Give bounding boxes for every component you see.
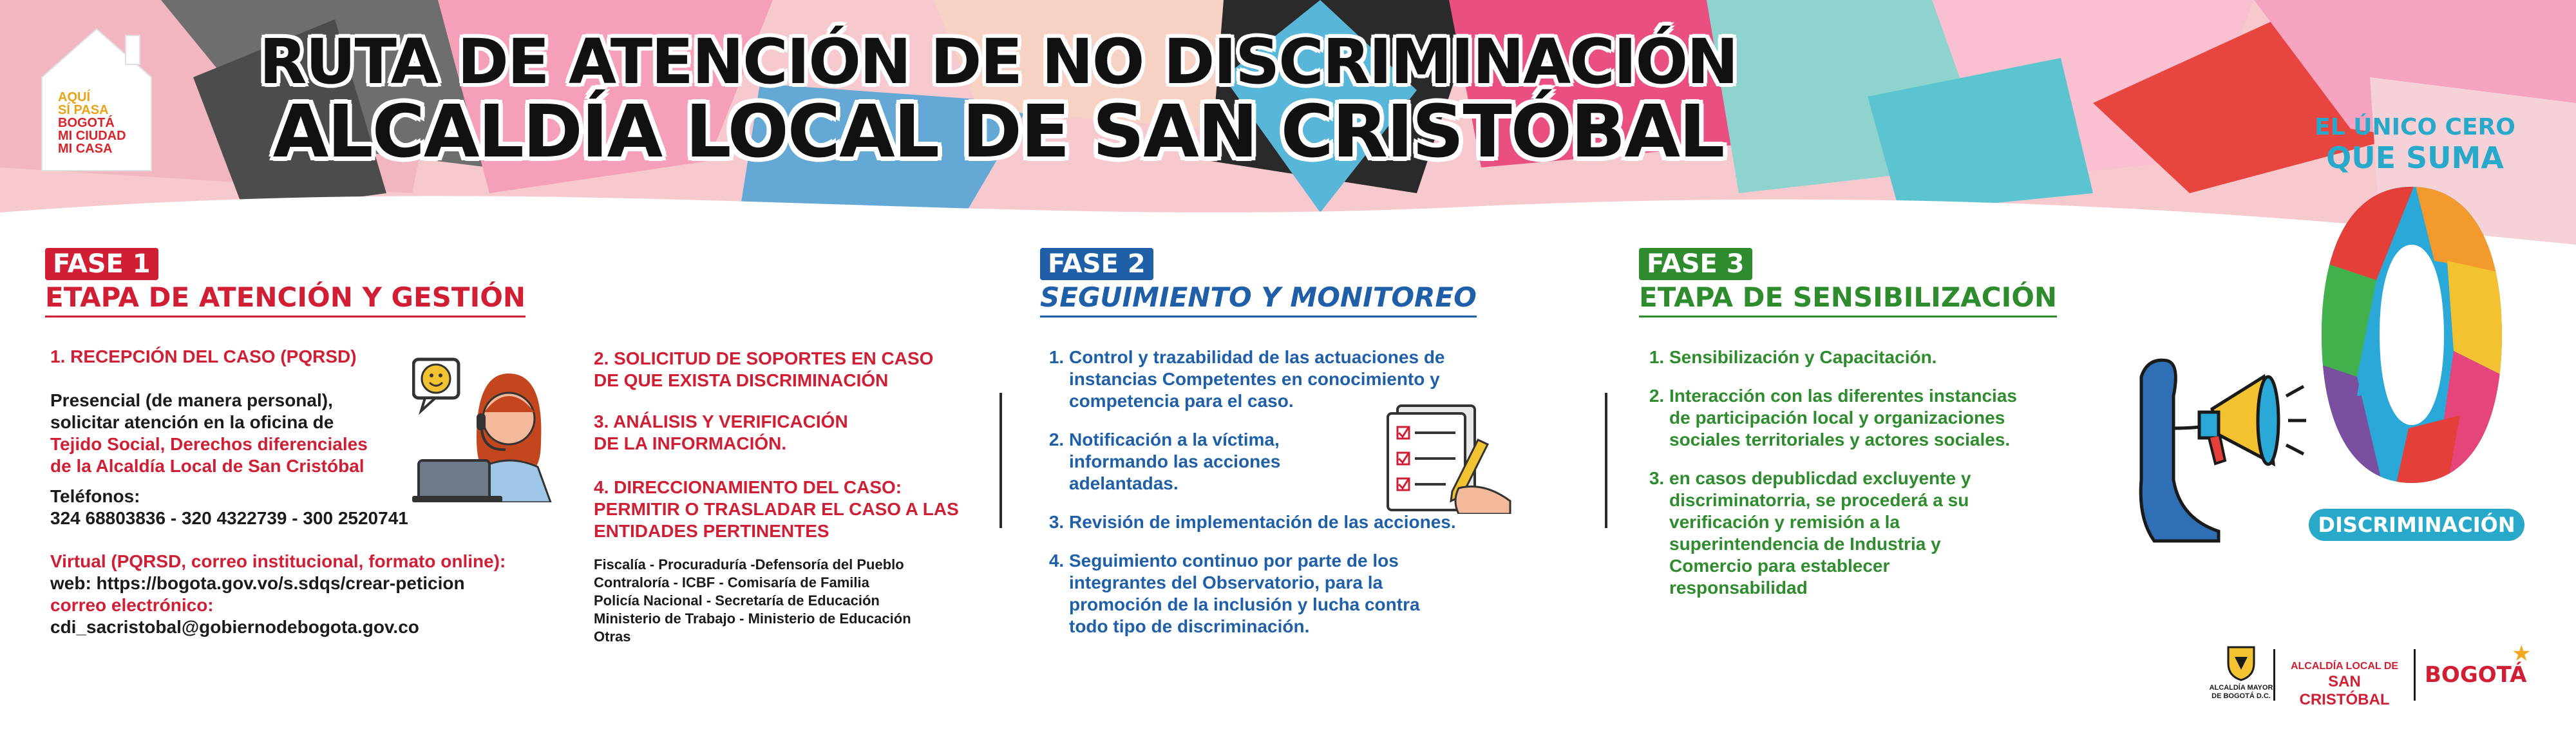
fase1-entity: Ministerio de Trabajo - Ministerio de Educación bbox=[594, 610, 911, 627]
fase2-step-line: competencia para el caso. bbox=[1069, 391, 1294, 411]
logo-divider bbox=[2414, 649, 2416, 701]
fase1-entities bbox=[594, 556, 993, 646]
house-logo-line3: BOGOTÁ bbox=[58, 116, 115, 130]
call-center-agent-icon bbox=[412, 354, 560, 502]
fase1-step2-line: DE QUE EXISTA DISCRIMINACIÓN bbox=[594, 370, 889, 390]
fase2-step-line: todo tipo de discriminación. bbox=[1069, 616, 1310, 636]
fase1-badge: FASE 1 bbox=[45, 248, 158, 280]
fase1-phones: 324 68803836 - 320 4322739 - 300 2520741 bbox=[50, 508, 408, 528]
fase3-step-line: 2. Interacción con las diferentes instancias bbox=[1669, 386, 2017, 406]
fase2-step-line: informando las acciones bbox=[1069, 451, 1281, 471]
campaign-tag: DISCRIMINACIÓN bbox=[2309, 509, 2524, 541]
fase3-step-line: de participación local y organizaciones bbox=[1669, 408, 2005, 428]
fase2-step-line: 4. Seguimiento continuo por parte de los bbox=[1069, 551, 1399, 571]
fase2-step-line: 1. Control y trazabilidad de las actuaciones de bbox=[1069, 347, 1445, 367]
star-icon: ★ bbox=[2512, 641, 2532, 667]
alcaldia-mayor-line2: DE BOGOTÁ D.C. bbox=[2211, 692, 2271, 700]
alcaldia-local-logo bbox=[2285, 660, 2404, 709]
fase3-step-line: 1. Sensibilización y Capacitación. bbox=[1669, 347, 1937, 367]
fase1-step4-line: ENTIDADES PERTINENTES bbox=[594, 521, 829, 541]
fase2-step bbox=[1069, 511, 1577, 533]
fase1-step4 bbox=[594, 477, 993, 542]
fase1-section bbox=[45, 248, 998, 317]
page-title-line2: ALCALDÍA LOCAL DE SAN CRISTÓBAL bbox=[272, 90, 1724, 174]
fase1-virtual-label: Virtual (PQRSD, correo institucional, formato online): bbox=[50, 551, 506, 571]
house-logo-line2: SÍ PASA bbox=[58, 103, 109, 117]
alcaldia-mayor-line1: ALCALDÍA MAYOR bbox=[2209, 684, 2273, 692]
column-divider bbox=[999, 393, 1002, 528]
fase3-step-line: Comercio para establecer bbox=[1669, 556, 1890, 576]
fase1-phones-label: Teléfonos: bbox=[50, 486, 140, 506]
fase1-presencial-line: Presencial (de manera personal), bbox=[50, 390, 333, 410]
fase3-step-line: responsabilidad bbox=[1669, 578, 1808, 598]
fase1-presencial bbox=[50, 390, 437, 477]
fase1-step2-line: 2. SOLICITUD DE SOPORTES EN CASO bbox=[594, 348, 934, 368]
logo-divider bbox=[2273, 649, 2275, 701]
fase3-step-line: sociales territoriales y actores sociales. bbox=[1669, 430, 2011, 449]
fase1-entity: Policía Nacional - Secretaría de Educación bbox=[594, 592, 880, 609]
fase1-email-label: correo electrónico: bbox=[50, 595, 214, 615]
fase3-title: ETAPA DE SENSIBILIZACIÓN bbox=[1639, 281, 2057, 317]
fase1-step2 bbox=[594, 348, 980, 392]
bogota-wordmark: BOGOTÁ bbox=[2425, 662, 2527, 688]
fase2-step-line: integrantes del Observatorio, para la bbox=[1069, 572, 1383, 592]
fase1-entity: Fiscalía - Procuraduría -Defensoría del Pueblo bbox=[594, 556, 904, 572]
fase2-step bbox=[1069, 346, 1577, 412]
fase1-step4-line: PERMITIR O TRASLADAR EL CASO A LAS bbox=[594, 499, 959, 519]
fase2-title: SEGUIMIENTO Y MONITOREO bbox=[1040, 281, 1477, 317]
fase1-step4-line: 4. DIRECCIONAMIENTO DEL CASO: bbox=[594, 477, 902, 497]
fase3-step-line: discriminatorria, se procederá a su bbox=[1669, 490, 1969, 510]
alcaldia-local-line1: ALCALDÍA LOCAL DE bbox=[2290, 661, 2399, 672]
fase3-step bbox=[1669, 346, 2157, 368]
house-logo-line5: MI CASA bbox=[58, 142, 113, 156]
fase3-step bbox=[1669, 468, 2157, 599]
fase1-entity: Otras bbox=[594, 629, 631, 645]
fase1-presencial-line: solicitar atención en la oficina de bbox=[50, 412, 334, 432]
fase3-step-line: verificación y remisión a la bbox=[1669, 512, 1900, 532]
colorful-zero-icon bbox=[2318, 184, 2505, 486]
fase1-office-line: Tejido Social, Derechos diferenciales bbox=[50, 434, 368, 454]
fase1-title: ETAPA DE ATENCIÓN Y GESTIÓN bbox=[45, 281, 526, 317]
fase2-step-line: instancias Competentes en conocimiento y bbox=[1069, 369, 1440, 389]
page-title-line1: RUTA DE ATENCIÓN DE NO DISCRIMINACIÓN bbox=[259, 26, 1738, 98]
fase3-steps bbox=[1642, 346, 2157, 616]
fase1-entity: Contraloría - ICBF - Comisaría de Familia bbox=[594, 574, 869, 591]
house-logo-line1: AQUÍ bbox=[58, 90, 90, 104]
fase3-section bbox=[1639, 248, 2219, 317]
fase1-web-link[interactable]: web: https://bogota.gov.vo/s.sdqs/crear-peticion bbox=[50, 573, 465, 593]
megaphone-person-icon bbox=[2135, 351, 2309, 544]
fase1-step1-title: 1. RECEPCIÓN DEL CASO (PQRSD) bbox=[50, 346, 357, 366]
bogota-shield-icon bbox=[2225, 644, 2257, 681]
fase2-step-line: adelantadas. bbox=[1069, 473, 1179, 493]
fase2-step-line: 2. Notificación a la víctima, bbox=[1069, 430, 1280, 449]
campaign-line1: EL ÚNICO CERO bbox=[2315, 114, 2515, 140]
house-logo-line4: MI CIUDAD bbox=[58, 129, 126, 143]
fase3-step-line: 3. en casos depublicdad excluyente y bbox=[1669, 468, 1971, 488]
fase1-office-line: de la Alcaldía Local de San Cristóbal bbox=[50, 456, 365, 476]
fase2-step-line: 3. Revisión de implementación de las acciones. bbox=[1069, 512, 1456, 532]
fase1-step3-line: DE LA INFORMACIÓN. bbox=[594, 433, 787, 453]
checklist-icon bbox=[1381, 404, 1513, 514]
fase1-step3 bbox=[594, 411, 980, 455]
campaign-line2: QUE SUMA bbox=[2326, 140, 2504, 175]
column-divider bbox=[1605, 393, 1607, 528]
fase1-step3-line: 3. ANÁLISIS Y VERIFICACIÓN bbox=[594, 412, 848, 431]
fase2-badge: FASE 2 bbox=[1040, 248, 1153, 280]
alcaldia-mayor-logo bbox=[2202, 644, 2280, 701]
fase2-step bbox=[1069, 550, 1577, 638]
alcaldia-local-line2: SAN CRISTÓBAL bbox=[2299, 673, 2390, 708]
fase2-section bbox=[1040, 248, 1620, 317]
fase3-badge: FASE 3 bbox=[1639, 248, 1752, 280]
fase2-step-line: promoción de la inclusión y lucha contra bbox=[1069, 594, 1420, 614]
fase1-email-link[interactable]: cdi_sacristobal@gobiernodebogota.gov.co bbox=[50, 617, 419, 637]
fase3-step-line: superintendencia de Industria y bbox=[1669, 534, 1941, 554]
fase3-step bbox=[1669, 385, 2157, 451]
